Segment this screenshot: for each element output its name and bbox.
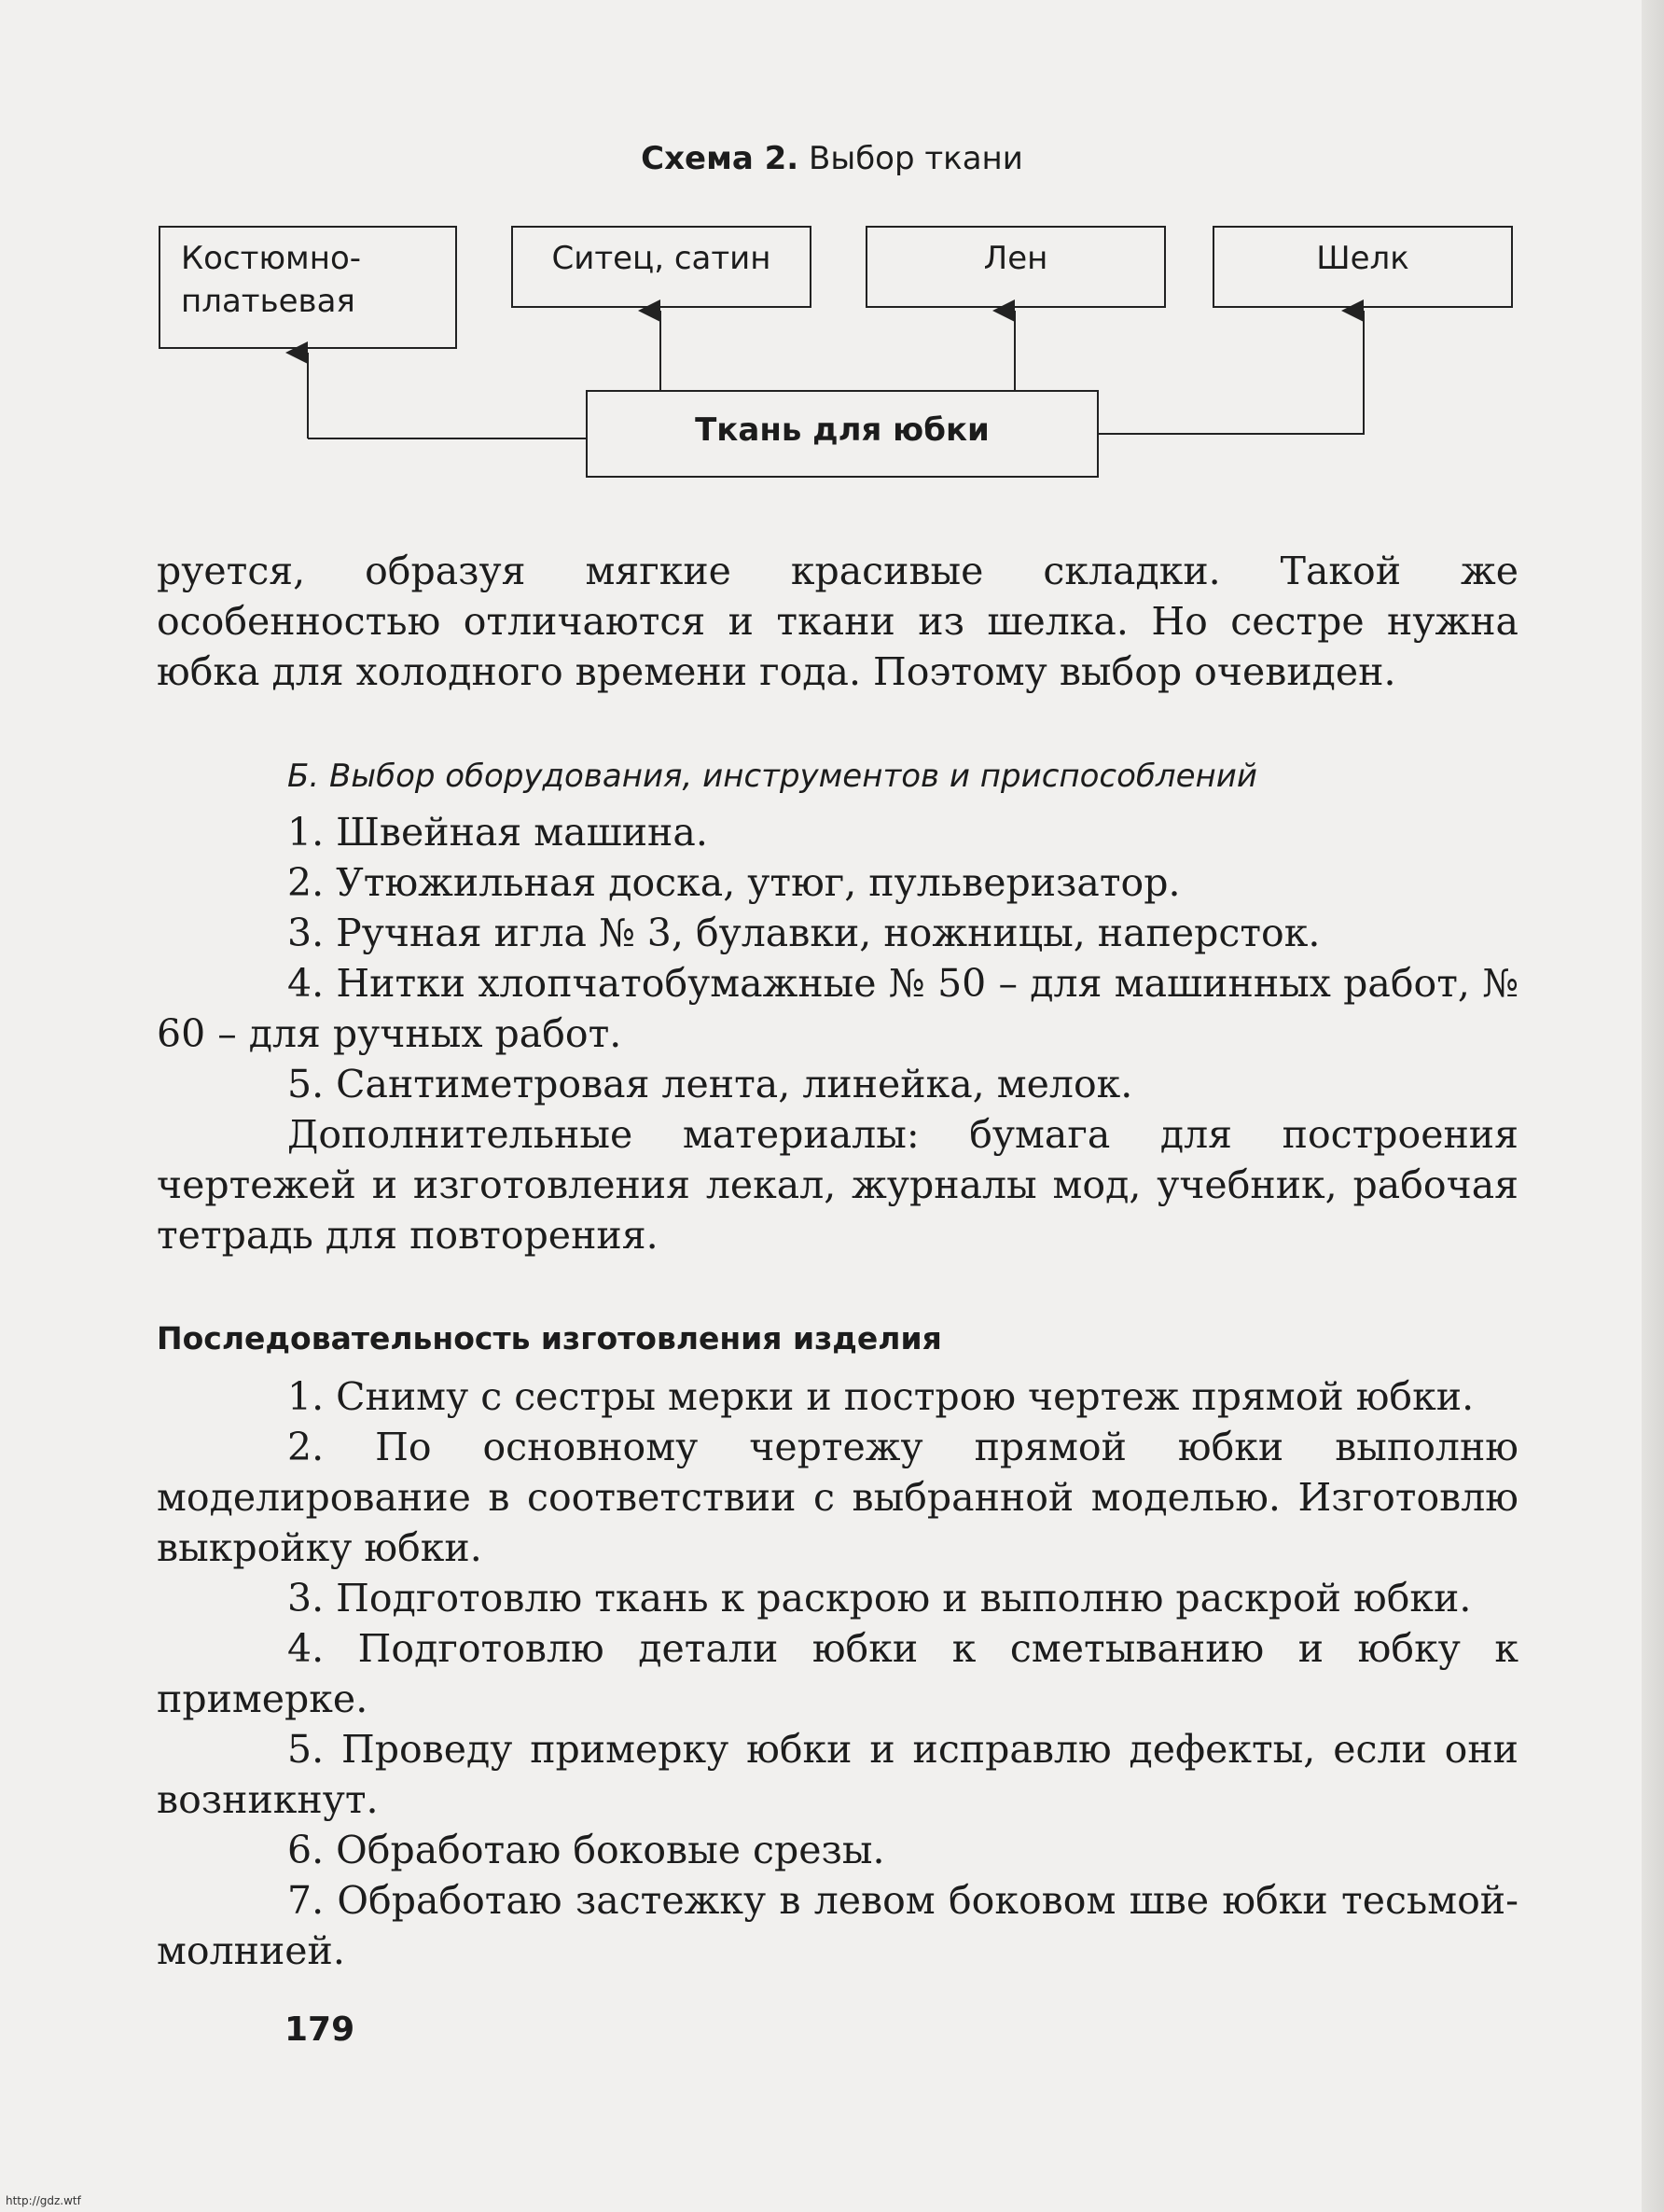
box-chintz-satin <box>511 226 811 308</box>
equipment-list <box>157 807 1518 1260</box>
list-item: 3. Подготовлю ткань к раскрою и выполню раскрой юбки. <box>287 1576 1472 1621</box>
list-item: 4. Подготовлю детали юбки к сметыванию и юбку к примерке. <box>157 1626 1518 1721</box>
list-item: 7. Обработаю застежку в левом боковом шве юбки тесьмой-молнией. <box>157 1878 1518 1973</box>
scheme-title-text: Выбор ткани <box>809 140 1023 177</box>
list-item: 4. Нитки хлопчатобумажные № 50 – для машинных работ, № 60 – для ручных работ. <box>157 961 1518 1056</box>
box-label: Ситец, сатин <box>551 240 771 277</box>
page-number: 179 <box>284 2010 355 2049</box>
box-label: Ткань для юбки <box>695 411 990 449</box>
list-item: 5. Проведу примерку юбки и исправлю дефекты, если они возникнут. <box>157 1727 1518 1822</box>
box-linen <box>866 226 1166 308</box>
box-costume-fabric <box>159 226 457 349</box>
box-label: Лен <box>983 240 1048 277</box>
intro-paragraph <box>157 546 1518 697</box>
sequence-heading: Последовательность изготовления изделия <box>157 1320 942 1356</box>
box-silk <box>1213 226 1513 308</box>
sequence-list <box>157 1371 1518 1976</box>
intro-text: руется, образуя мягкие красивые складки. Такой же особенностью отличаются и ткани из шелка. Но сестре нужна юбка для холодного времени года. Поэтому выбор очевиден. <box>157 549 1518 694</box>
scheme-label: Схема 2. <box>641 140 799 177</box>
box-label: Костюмно-платьевая <box>181 240 362 320</box>
section-b-title: Б. Выбор оборудования, инструментов и приспособлений <box>287 758 1257 795</box>
extra-materials: Дополнительные материалы: бумага для построения чертежей и изготовления лекал, журналы мод, учебник, рабочая тетрадь для повторения. <box>157 1112 1518 1258</box>
box-label: Шелк <box>1316 240 1409 277</box>
list-item: 6. Обработаю боковые срезы. <box>287 1828 885 1872</box>
connector-right <box>1099 311 1364 434</box>
list-item: 5. Сантиметровая лента, линейка, мелок. <box>287 1062 1133 1106</box>
list-item: 1. Сниму с сестры мерки и построю чертеж прямой юбки. <box>287 1374 1475 1419</box>
box-skirt-fabric <box>586 390 1099 478</box>
list-item: 3. Ручная игла № 3, булавки, ножницы, наперсток. <box>287 911 1321 955</box>
list-item: 1. Швейная машина. <box>287 810 708 855</box>
watermark: http://gdz.wtf <box>6 2194 81 2207</box>
list-item: 2. По основному чертежу прямой юбки выполню моделирование в соответствии с выбранной моделью. Изготовлю выкройку юбки. <box>157 1425 1518 1570</box>
list-item: 2. Утюжильная доска, утюг, пульверизатор. <box>287 860 1181 905</box>
